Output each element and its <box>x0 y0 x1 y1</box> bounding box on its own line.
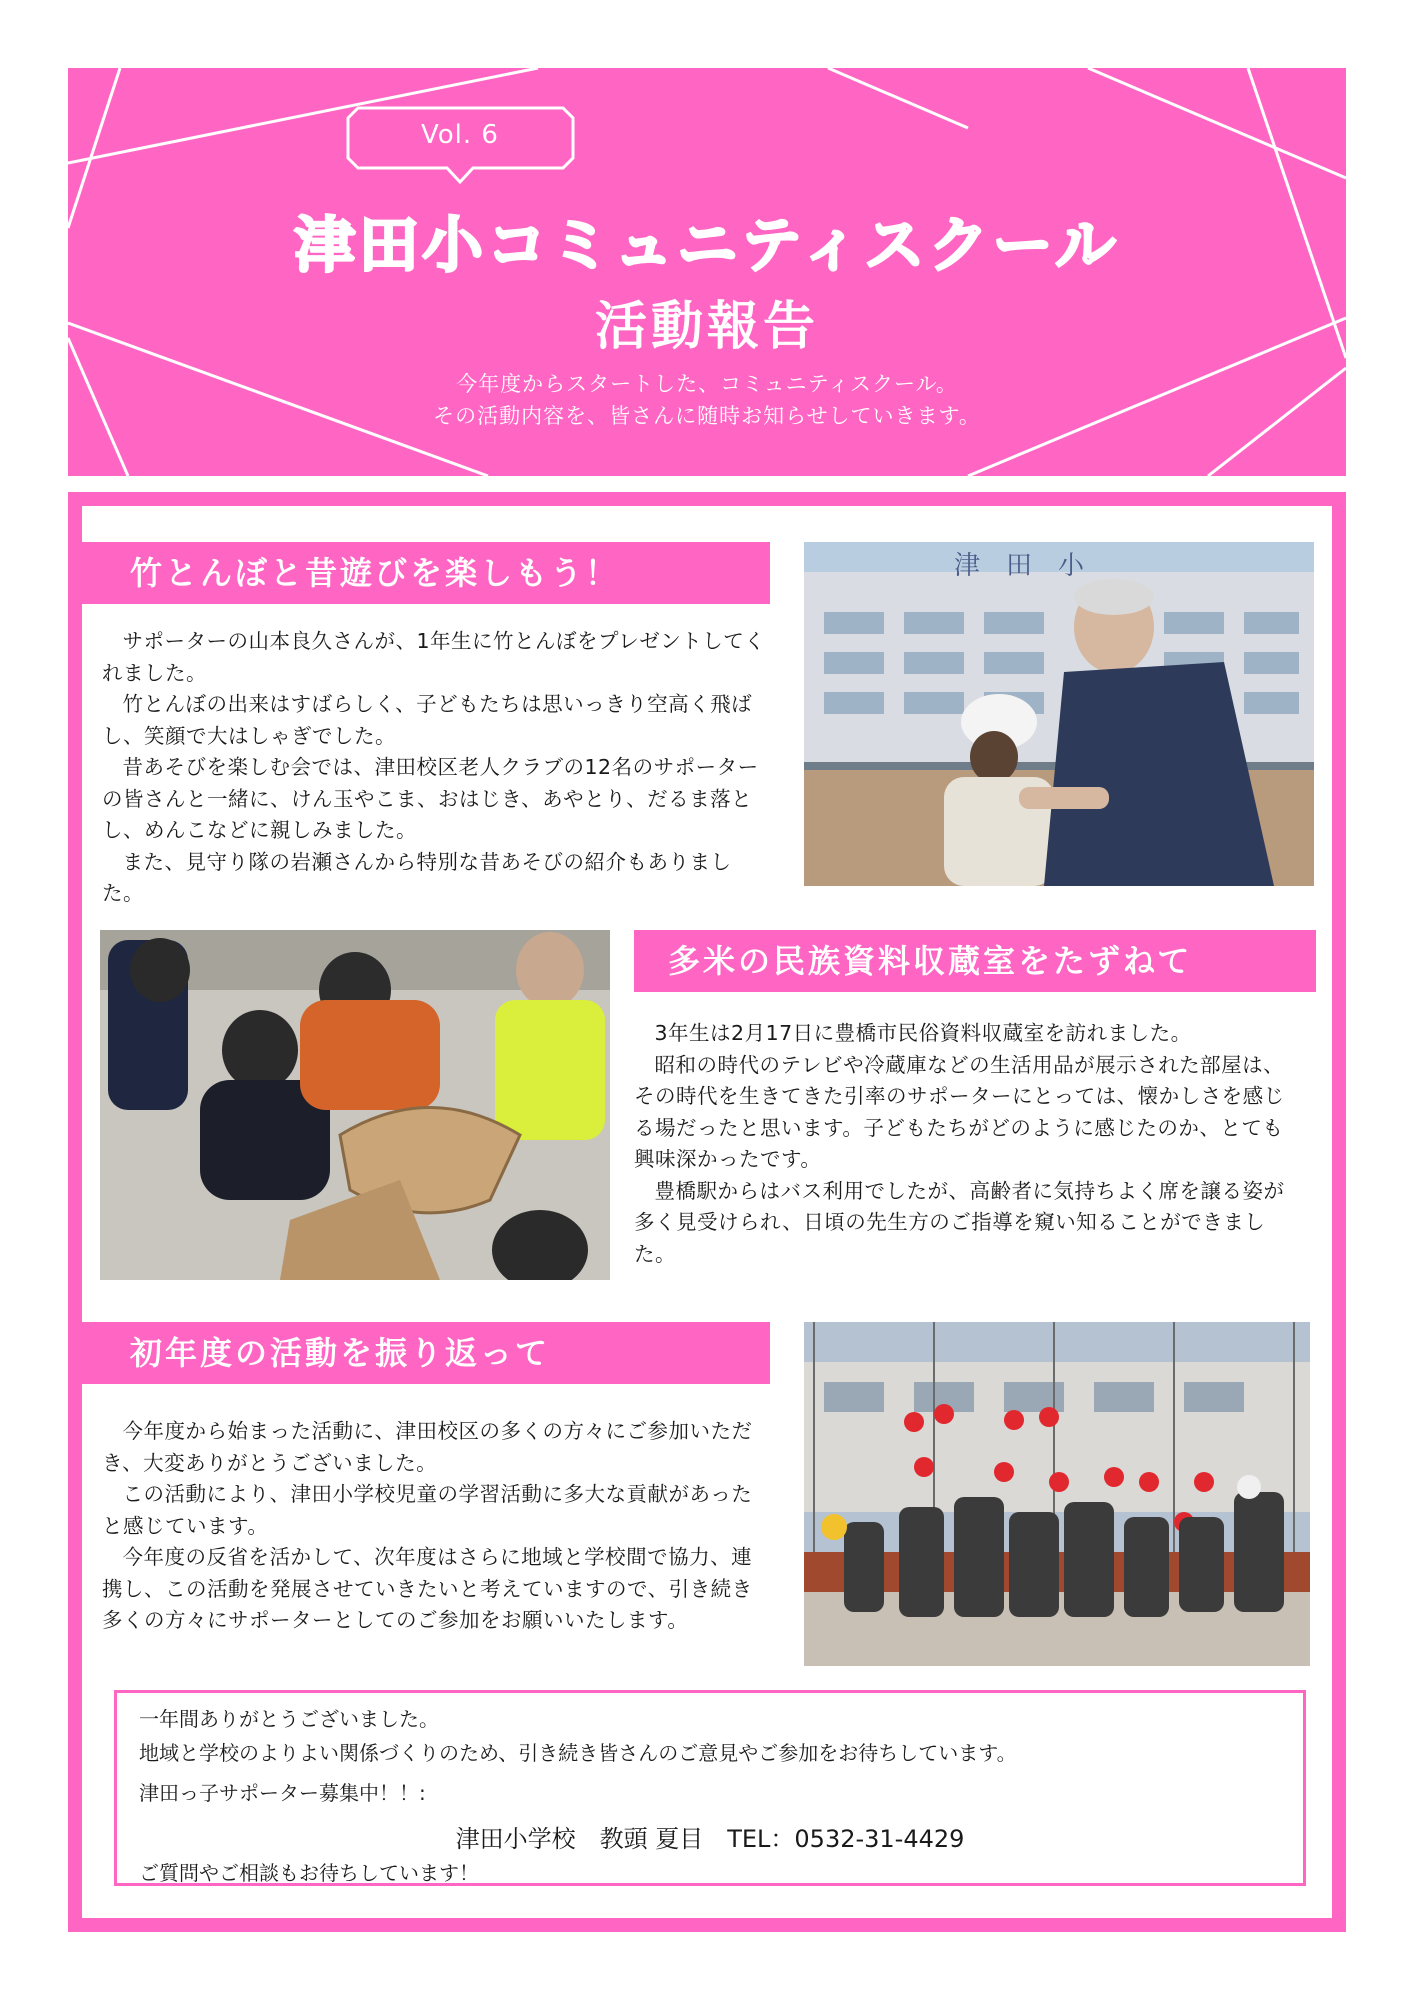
section1-paragraph: また、見守り隊の岩瀬さんから特別な昔あそびの紹介もありました。 <box>102 849 732 905</box>
newsletter-title: 津田小コミュニティスクール <box>294 211 1120 281</box>
volume-label: Vol. 6 <box>421 120 499 150</box>
footer-message: 地域と学校のよりよい関係づくりのため、引き続き皆さんのご意見やご参加をお待ちしています。 <box>139 1741 1017 1765</box>
section2-paragraph: 豊橋駅からはバス利用でしたが、高齢者に気持ちよく席を譲る姿が多く見受けられ、日頃の先生方のご指導を窺い知ることができました。 <box>634 1178 1285 1266</box>
section3-heading: 初年度の活動を振り返って <box>130 1334 551 1372</box>
section2-heading-banner <box>634 930 1316 992</box>
section2-heading: 多米の民族資料収蔵室をたずねて <box>668 942 1193 980</box>
intro-line-1: 今年度からスタートした、コミュニティスクール。 <box>456 372 958 396</box>
footer-contact: 津田小学校 教頭 夏目 TEL：0532-31-4429 <box>455 1825 965 1853</box>
section2-text <box>634 1018 1304 1270</box>
intro-line-2: その活動内容を、皆さんに随時お知らせしていきます。 <box>433 404 981 428</box>
footer-box <box>114 1690 1306 1886</box>
section3-paragraph: 今年度から始まった活動に、津田校区の多くの方々にご参加いただき、大変ありがとうございました。 <box>102 1419 753 1475</box>
header-banner <box>68 68 1346 476</box>
section2-paragraph: 3年生は2月17日に豊橋市民俗資料収蔵室を訪れました。 <box>654 1021 1192 1045</box>
section1-paragraph: サポーターの山本良久さんが、1年生に竹とんぼをプレゼントしてくれました。 <box>102 629 766 685</box>
school-sign: 津 田 小 <box>954 551 1085 581</box>
section1-paragraph: 竹とんぼの出来はすばらしく、子どもたちは思いっきり空高く飛ばし、笑顔で大はしゃぎでした。 <box>102 692 753 748</box>
footer-questions: ご質問やご相談もお待ちしています！ <box>139 1861 479 1885</box>
bamboo-dragonfly-photo <box>804 542 1314 886</box>
section1-heading-banner <box>82 542 770 604</box>
folk-museum-photo <box>100 930 610 1280</box>
section1-heading: 竹とんぼと昔遊びを楽しもう！ <box>130 554 621 592</box>
group-photo <box>804 1322 1310 1666</box>
footer-thanks: 一年間ありがとうございました。 <box>139 1707 439 1731</box>
section3-heading-banner <box>82 1322 770 1384</box>
section3-text <box>102 1416 772 1637</box>
section3-paragraph: この活動により、津田小学校児童の学習活動に多大な貢献があったと感じています。 <box>102 1482 753 1538</box>
newsletter-subtitle: 活動報告 <box>594 297 819 357</box>
footer-recruit: 津田っ子サポーター募集中！！: <box>139 1781 426 1805</box>
section2-paragraph: 昭和の時代のテレビや冷蔵庫などの生活用品が展示された部屋は、その時代を生きてきた引率のサポーターにとっては、懐かしさを感じる場だったと思います。子どもたちがどのように感じたのか、とても興味深かったです。 <box>634 1052 1285 1171</box>
section3-paragraph: 今年度の反省を活かして、次年度はさらに地域と学校間で協力、連携し、この活動を発展させていきたいと考えていますので、引き続き多くの方々にサポーターとしてのご参加をお願いいたします。 <box>102 1545 753 1632</box>
section1-paragraph: 昔あそびを楽しむ会では、津田校区老人クラブの12名のサポーターの皆さんと一緒に、けん玉やこま、おはじき、あやとり、だるま落とし、めんこなどに親しみました。 <box>102 755 759 842</box>
section1-text <box>102 626 772 910</box>
